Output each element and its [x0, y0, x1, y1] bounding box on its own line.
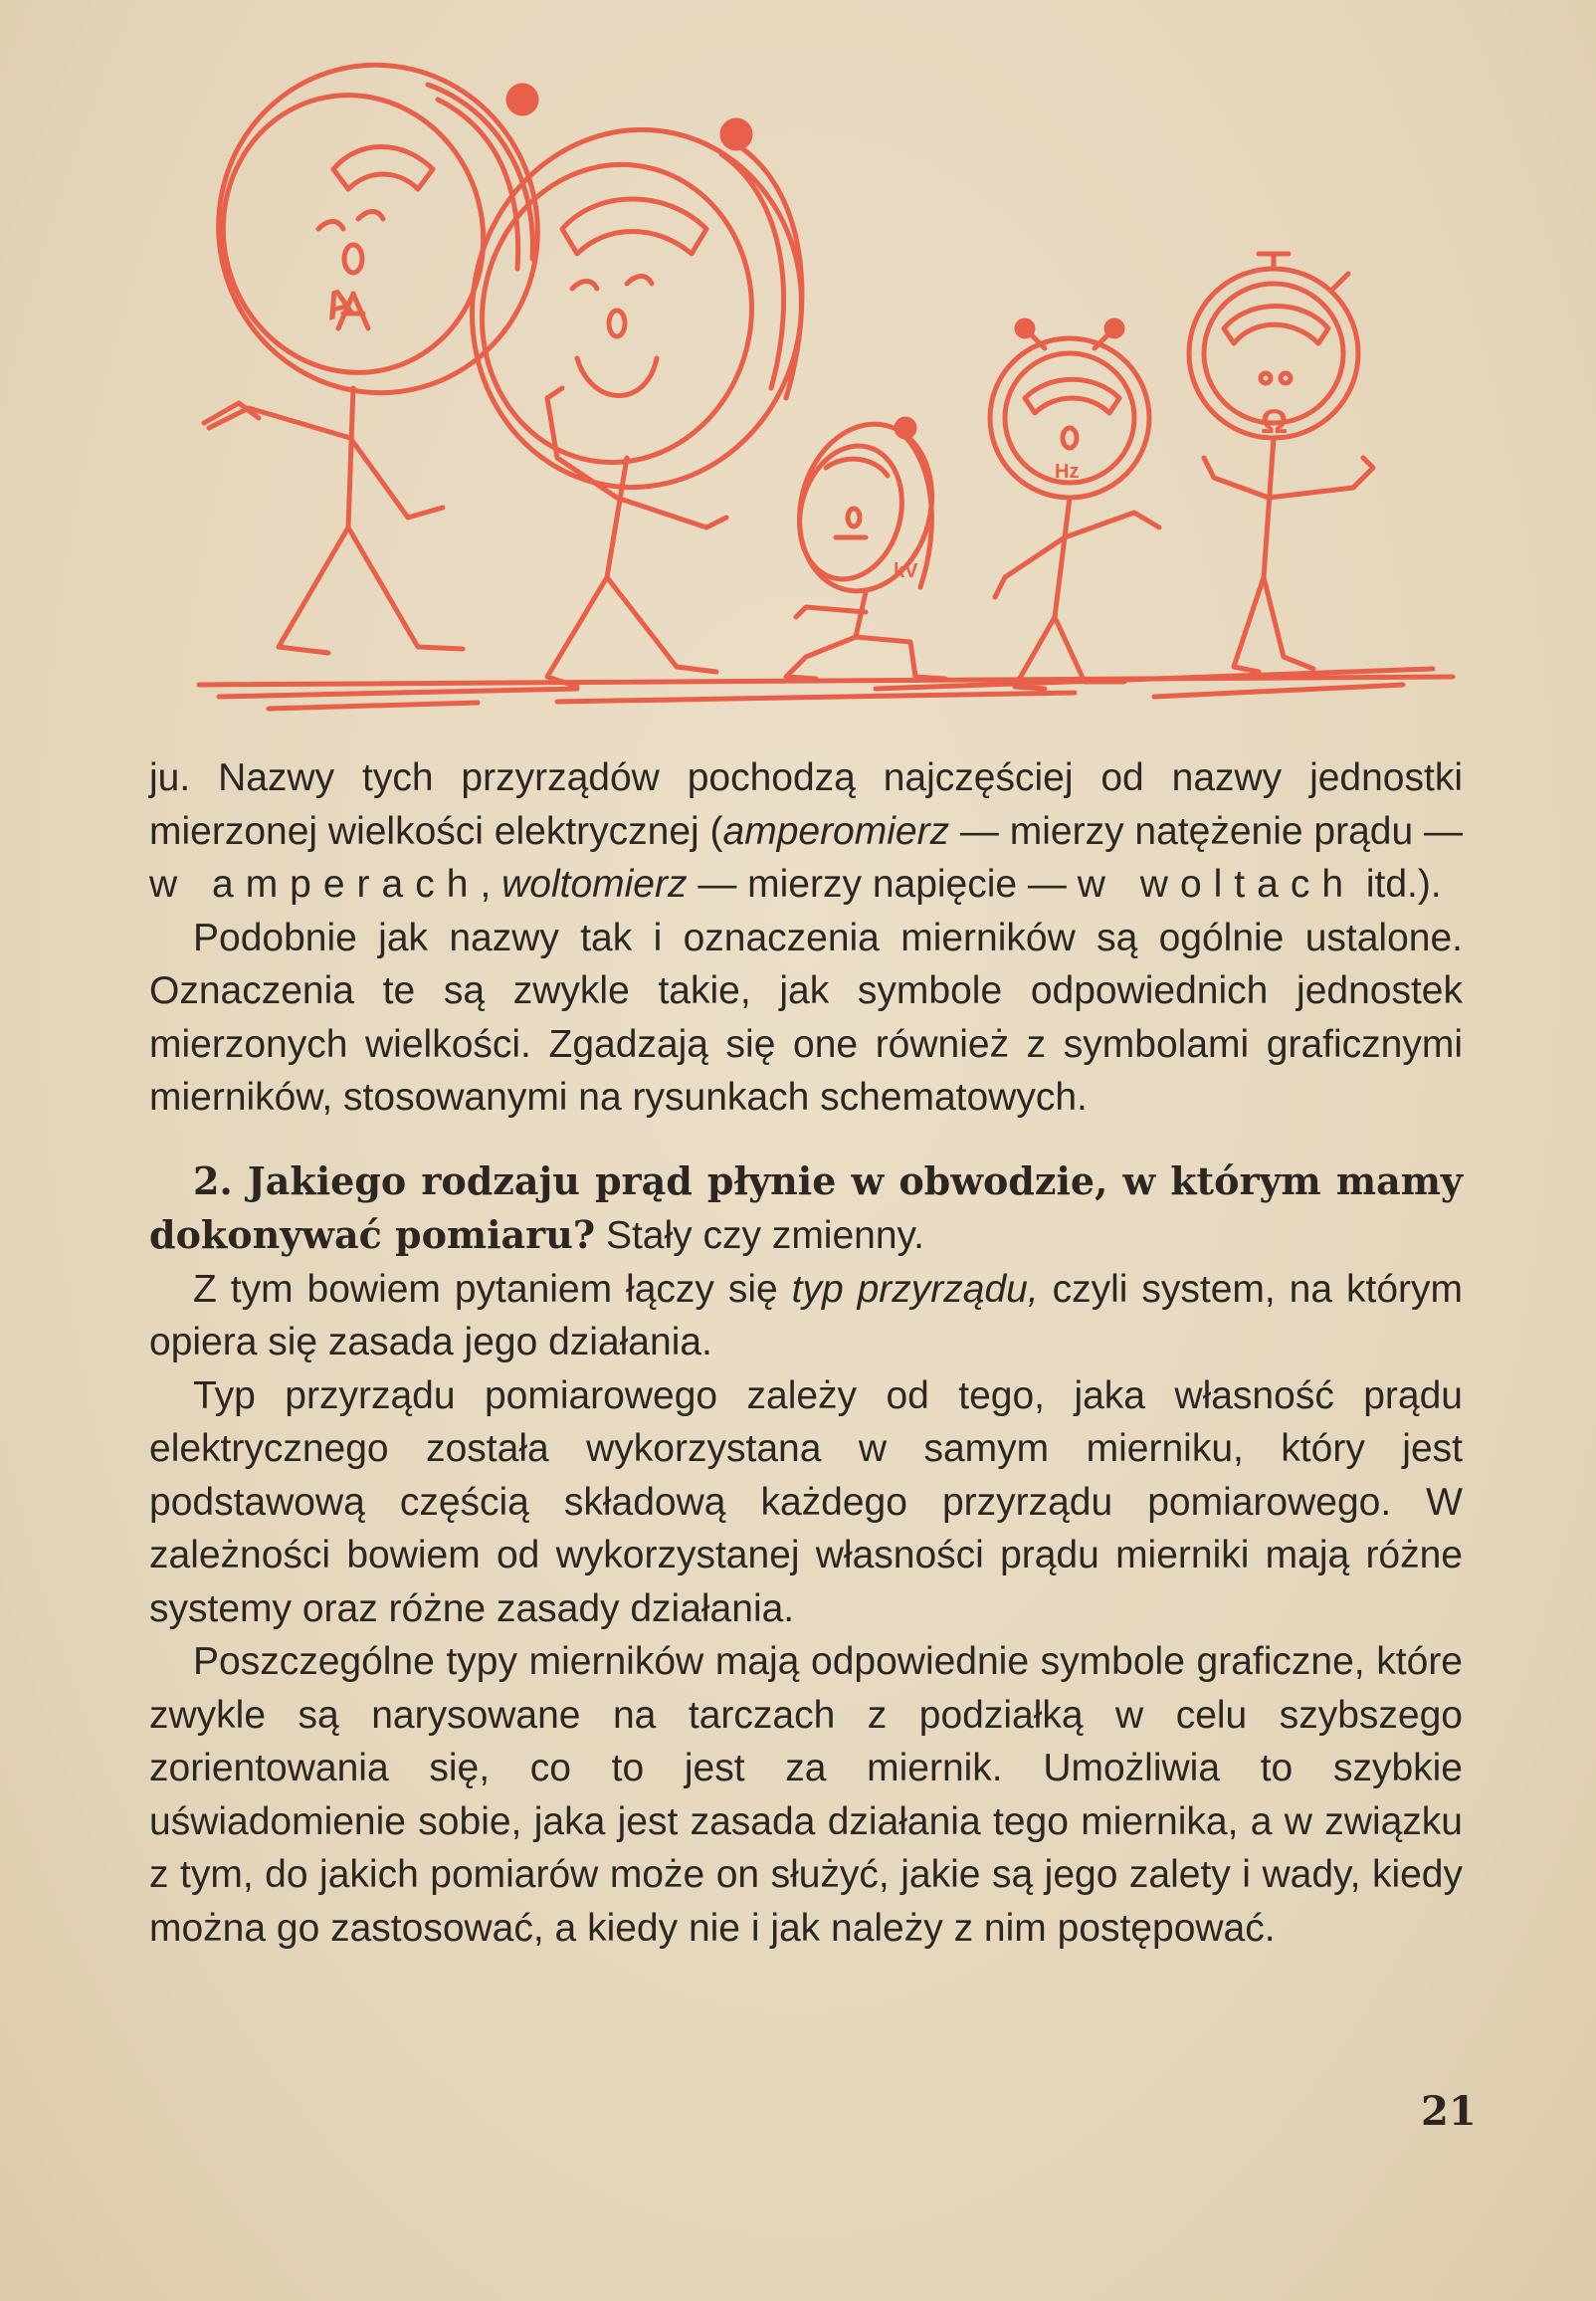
ground-lines	[199, 669, 1453, 709]
label-hz: Hz	[1055, 461, 1080, 483]
body-text	[149, 751, 1463, 1955]
paragraph-2: Podobnie jak nazwy tak i oznaczenia mierników są ogólnie ustalone. Oznaczenia te są zwykle takie, jak symbole odpowiednich jednostek mierzonych wielkości. Zgadzają się one również z symbolami graficznymi mierników, stosowanymi na rysunkach schematowych.	[149, 916, 1463, 1119]
kilovoltmeter-character	[781, 409, 950, 679]
ammeter-character	[182, 60, 575, 653]
paragraph-5: Typ przyrządu pomiarowego zależy od tego, jaka własność prądu elektrycznego została wykorzystana w samym mierniku, który jest podstawową częścią składową każdego przyrządu pomiarowego. W zależności bowiem od wykorzystanej własności prądu mierniki mają różne systemy oraz różne zasady działania.	[149, 1373, 1463, 1630]
paragraph-4: Z tym bowiem pytaniem łączy się typ przyrządu, czyli system, na którym opiera się zasada jego działania.	[149, 1267, 1463, 1363]
paragraph-1: ju. Nazwy tych przyrządów pochodzą najczęściej od nazwy jednostki mierzonej wielkości elektrycznej (amperomierz — mierzy natężenie prądu — w amperach, woltomierz — mierzy napięcie — w woltach itd.).	[149, 756, 1463, 906]
ohmmeter-character	[1189, 254, 1373, 672]
meter-characters-illustration	[179, 60, 1463, 736]
label-a: A	[318, 279, 359, 329]
label-kv: kV	[894, 560, 918, 582]
label-ohm: Ω	[1261, 403, 1289, 441]
paragraph-3-question: 2. Jakiego rodzaju prąd płynie w obwodzie, w którym mamy dokonywać pomiaru? Stały czy zmienny.	[149, 1157, 1463, 1257]
paragraph-6: Poszczególne typy mierników mają odpowiednie symbole graficzne, które zwykle są narysowane na tarczach z podziałką w celu szybszego zorientowania się, co to jest za miernik. Umożliwia to szybkie uświadomienie sobie, jaka jest zasada działania tego miernika, a w związku z tym, do jakich pomiarów może on służyć, jakie są jego zalety i wady, kiedy można go zastosować, a kiedy nie i jak należy z nim postępować.	[149, 1640, 1463, 1950]
frequency-meter-character	[990, 320, 1159, 689]
page-number: 21	[1421, 2088, 1477, 2135]
voltmeter-character	[444, 104, 829, 687]
